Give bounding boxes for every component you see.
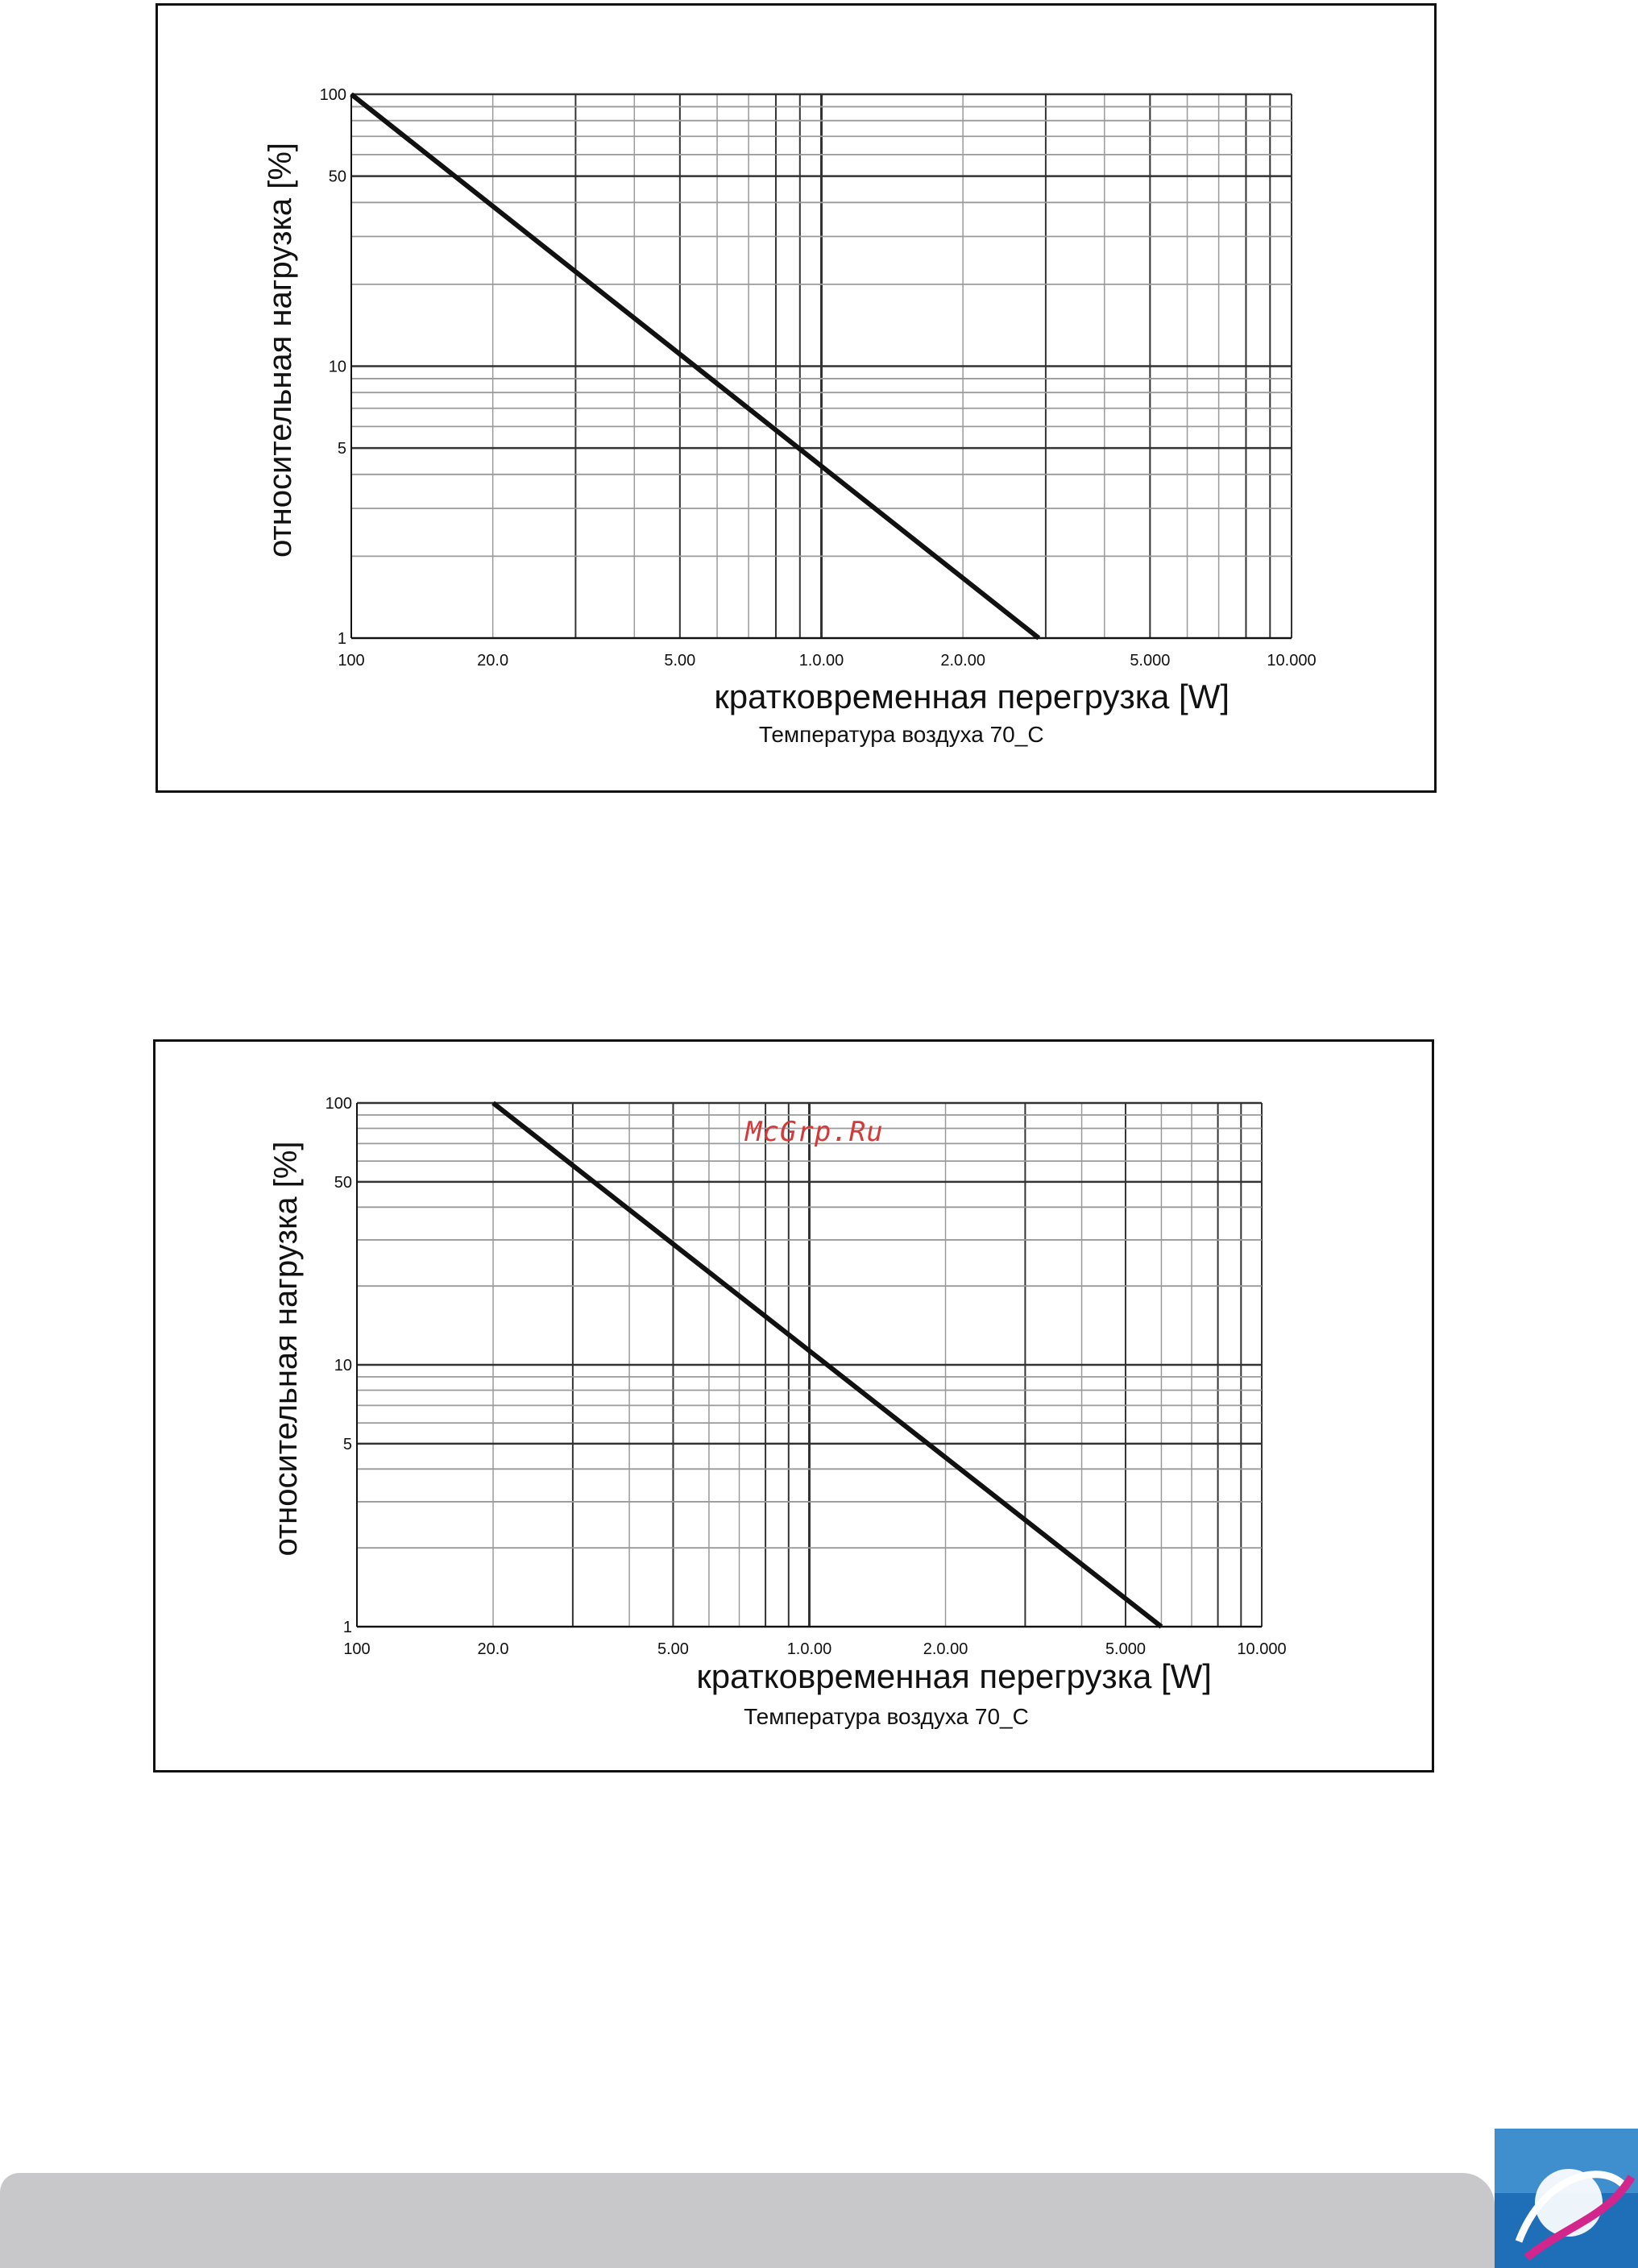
footer-bar bbox=[0, 2173, 1495, 2268]
chart-panel-2 bbox=[153, 1039, 1434, 1773]
chart-2-x-tick-label: 5.00 bbox=[657, 1640, 689, 1658]
globe-swoosh-logo-icon bbox=[1495, 2129, 1638, 2268]
chart-2-caption: Температура воздуха 70_C bbox=[744, 1704, 1029, 1729]
chart-2-x-tick-label: 1.0.00 bbox=[786, 1640, 832, 1658]
chart-1-x-tick-label: 5.00 bbox=[664, 652, 696, 670]
chart-1-x-tick-label: 2.0.00 bbox=[940, 652, 985, 670]
chart-2-y-axis-label: относительная нагрузка [%] bbox=[268, 1141, 304, 1557]
chart-1-x-tick-label: 1.0.00 bbox=[798, 652, 844, 670]
chart-panel-1 bbox=[156, 3, 1437, 793]
chart-1-x-tick-label: 5.000 bbox=[1130, 652, 1171, 670]
chart-2-y-tick-label: 50 bbox=[334, 1173, 352, 1192]
chart-1-y-axis-label: относительная нагрузка [%] bbox=[263, 142, 298, 558]
chart-1-svg bbox=[158, 6, 1439, 795]
watermark-text: McGrp.Ru bbox=[745, 1116, 884, 1148]
chart-2-y-tick-label: 1 bbox=[342, 1619, 352, 1636]
chart-1-x-axis-label: кратковременная перегрузка [W] bbox=[714, 678, 1230, 715]
chart-1-x-tick-label: 10.000 bbox=[1267, 652, 1317, 670]
chart-2-x-axis-label: кратковременная перегрузка [W] bbox=[696, 1657, 1212, 1695]
chart-1-x-tick-label: 100 bbox=[338, 652, 365, 670]
chart-2-x-tick-label: 20.0 bbox=[477, 1640, 509, 1658]
chart-1-x-tick-label: 20.0 bbox=[477, 652, 509, 670]
chart-1-y-tick-label: 100 bbox=[319, 86, 346, 104]
chart-2-x-tick-label: 2.0.00 bbox=[923, 1640, 968, 1658]
chart-2-y-tick-label: 100 bbox=[325, 1095, 352, 1113]
chart-2-y-tick-label: 10 bbox=[334, 1357, 352, 1374]
chart-1-y-tick-label: 1 bbox=[337, 630, 346, 648]
chart-1-y-tick-label: 50 bbox=[328, 168, 346, 186]
chart-1-y-tick-label: 5 bbox=[337, 440, 346, 458]
chart-2-x-tick-label: 5.000 bbox=[1105, 1640, 1147, 1658]
chart-2-y-tick-label: 5 bbox=[342, 1435, 352, 1453]
chart-2-x-tick-label: 100 bbox=[343, 1640, 371, 1658]
chart-1-caption: Температура воздуха 70_C bbox=[758, 722, 1044, 747]
chart-1-y-tick-label: 10 bbox=[328, 358, 346, 376]
chart-2-svg bbox=[156, 1042, 1437, 1775]
chart-2-x-tick-label: 10.000 bbox=[1237, 1640, 1287, 1658]
